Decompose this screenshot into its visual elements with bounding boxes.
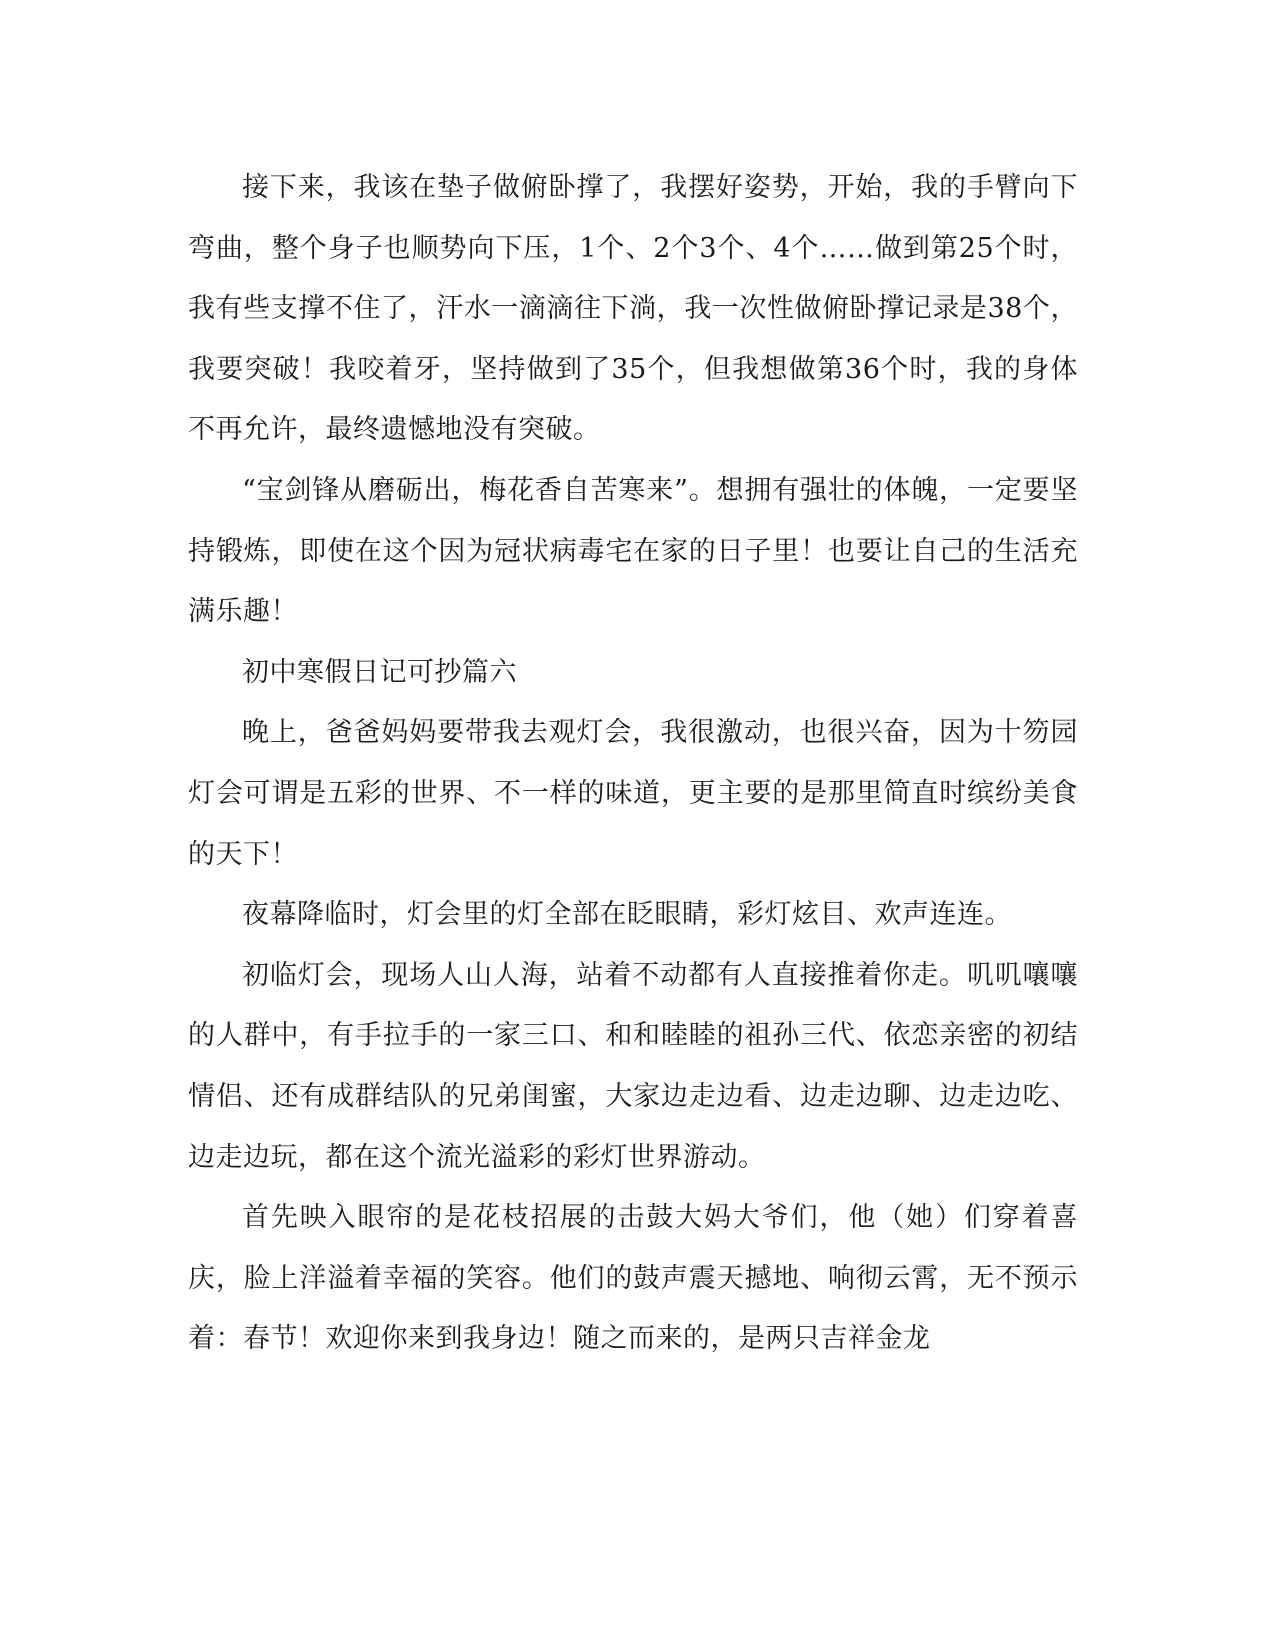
paragraph-quote: “宝剑锋从磨砺出，梅花香自苦寒来”。想拥有强壮的体魄，一定要坚持锻炼，即使在这个因为冠状病毒宅在家的日子里！也要让自己的生活充满乐趣！ <box>188 474 1078 628</box>
paragraph-drummers: 首先映入眼帘的是花枝招展的击鼓大妈大爷们，他（她）们穿着喜庆，脸上洋溢着幸福的笑容。他们的鼓声震天撼地、响彻云霄，无不预示着：春节！欢迎你来到我身边！随之而来的，是两只吉祥金龙 <box>188 1202 1078 1355</box>
paragraph-pushups: 接下来，我该在垫子做俯卧撑了，我摆好姿势，开始，我的手臂向下弯曲，整个身子也顺势向下压，1个、2个3个、4个……做到第25个时，我有些支撑不住了，汗水一滴滴往下淌，我一次性做俯卧撑记录是38个，我要突破！我咬着牙，坚持做到了35个，但我想做第36个时，我的身体不再允许，最终遗憾地没有突破。 <box>188 172 1078 446</box>
body-text <box>188 158 1078 1370</box>
paragraph-crowd: 初临灯会，现场人山人海，站着不动都有人直接推着你走。叽叽嚷嚷的人群中，有手拉手的一家三口、和和睦睦的祖孙三代、依恋亲密的初结情侣、还有成群结队的兄弟闺蜜，大家边走边看、边走边聊、边走边吃、边走边玩，都在这个流光溢彩的彩灯世界游动。 <box>188 959 1078 1173</box>
paragraph-nightfall: 夜幕降临时，灯会里的灯全部在眨眼睛，彩灯炫目、欢声连连。 <box>242 899 1012 931</box>
paragraph-lantern-intro: 晚上，爸爸妈妈要带我去观灯会，我很激动，也很兴奋，因为十笏园灯会可谓是五彩的世界、不一样的味道，更主要的是那里简直时缤纷美食的天下！ <box>188 717 1078 870</box>
section-heading: 初中寒假日记可抄篇六 <box>242 656 517 688</box>
